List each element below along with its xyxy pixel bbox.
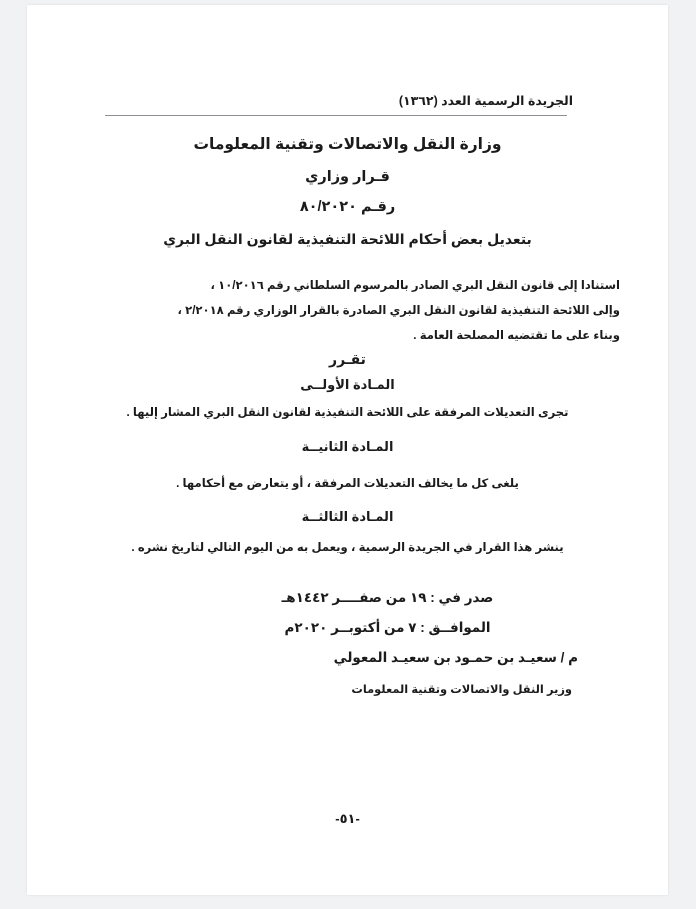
- decision-number: رقـم ٨٠/٢٠٢٠: [299, 199, 396, 215]
- preamble-line-3: وبناء على ما تقتضيه المصلحة العامة .: [413, 329, 620, 342]
- ministry-title: وزارة النقل والاتصالات وتقنية المعلومات: [193, 136, 502, 153]
- signature-block: [334, 650, 578, 696]
- article-3-text: ينشر هذا القرار في الجريدة الرسمية ، ويعمل به من اليوم التالي لتاريخ نشره .: [131, 541, 564, 554]
- page-number: -٥١-: [335, 811, 360, 826]
- issue-date-block: [27, 583, 668, 643]
- decision-kind-heading: قـرار وزاري: [305, 169, 390, 185]
- decision-subject: بتعديل بعض أحكام اللائحة التنفيذية لقانون النقل البري: [163, 231, 532, 247]
- gazette-issue-header: الجريدة الرسمية العدد (١٣٦٢): [398, 94, 573, 108]
- document-body: [27, 5, 668, 895]
- preamble-block: [27, 273, 668, 348]
- article-1-text: تجرى التعديلات المرفقة على اللائحة التنفيذية لقانون النقل البري المشار إليها .: [126, 406, 569, 419]
- article-2-heading: المـادة الثانيــة: [301, 439, 394, 454]
- hijri-date: صدر في : ١٩ من صفــــر ١٤٤٢هـ: [281, 590, 494, 605]
- preamble-line-2: وإلى اللائحة التنفيذية لقانون النقل البري الصادرة بالقرار الوزاري رقم ٢/٢٠١٨ ،: [177, 304, 620, 317]
- header-divider: [105, 115, 567, 116]
- article-1-heading: المـادة الأولــى: [300, 377, 395, 392]
- gregorian-date: الموافــق : ٧ من أكتوبــر ٢٠٢٠م: [284, 620, 491, 635]
- enactment-word: تقـرر: [329, 351, 366, 367]
- signer-name: م / سعيـد بن حمـود بن سعيـد المعولي: [333, 650, 578, 665]
- document-page: [27, 5, 668, 895]
- signer-title: وزير النقل والاتصالات وتقنية المعلومات: [351, 684, 572, 696]
- preamble-line-1: استنادا إلى قانون النقل البري الصادر بالمرسوم السلطاني رقم ١٠/٢٠١٦ ،: [210, 279, 620, 292]
- article-2-text: يلغى كل ما يخالف التعديلات المرفقة ، أو يتعارض مع أحكامها .: [176, 477, 519, 490]
- article-3-heading: المـادة الثالثــة: [301, 509, 394, 524]
